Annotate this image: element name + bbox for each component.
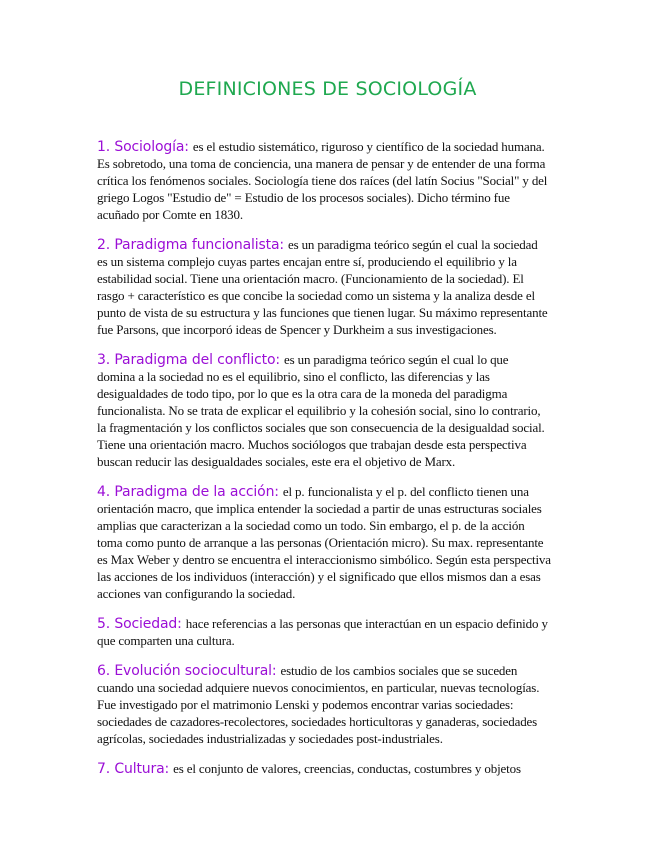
definition-text: la fragmentación y los conflictos sociales que son consecuencia de la desigualdad social. — [97, 420, 545, 435]
definition-line — [97, 351, 567, 368]
definition-line — [97, 730, 567, 747]
definition-heading: 5. Sociedad: — [97, 616, 182, 632]
definition-line — [97, 517, 567, 534]
definition-text: es el conjunto de valores, creencias, conductas, costumbres y objetos — [173, 761, 521, 776]
definition-item — [97, 236, 567, 338]
definition-heading: 1. Sociología: — [97, 139, 189, 155]
definition-line — [97, 236, 567, 253]
definition-line — [97, 534, 567, 551]
definition-text: amplias que caracterizan a la sociedad como un todo. Sin embargo, el p. de la acción — [97, 518, 525, 533]
definition-text: Tiene una orientación macro. Muchos sociólogos que trabajan desde esta perspectiva — [97, 437, 527, 452]
definition-line — [97, 632, 567, 649]
definition-line — [97, 679, 567, 696]
definition-line — [97, 453, 567, 470]
definition-line — [97, 568, 567, 585]
definition-line — [97, 483, 567, 500]
definition-text: acciones van configurando la sociedad. — [97, 586, 296, 601]
definition-text: cuando una sociedad adquiere nuevos conocimientos, en particular, nuevas tecnologías. — [97, 680, 540, 695]
definition-line — [97, 436, 567, 453]
definition-heading: 6. Evolución sociocultural: — [97, 663, 277, 679]
definition-line — [97, 402, 567, 419]
definition-text: estabilidad social. Tiene una orientación macro. (Funcionamiento de la sociedad). El — [97, 271, 524, 286]
definition-item — [97, 483, 567, 602]
definition-heading: 2. Paradigma funcionalista: — [97, 237, 284, 253]
definition-line — [97, 760, 567, 777]
definition-text: las acciones de los individuos (interacción) y el significado que ellos mismos dan a esas — [97, 569, 541, 584]
definition-text: Es sobretodo, una toma de conciencia, una manera de pensar y de entender de una forma — [97, 156, 546, 171]
definition-text: acuñado por Comte en 1830. — [97, 207, 243, 222]
definition-text: griego Logos "Estudio de" = Estudio de los procesos sociales). Dicho término fue — [97, 190, 510, 205]
definition-line — [97, 206, 567, 223]
definition-text: es un paradigma teórico según el cual lo que — [283, 352, 509, 367]
definition-line — [97, 500, 567, 517]
definition-text: es un sistema complejo cuyas partes encajan entre sí, produciendo el equilibrio y la — [97, 254, 517, 269]
definition-heading: 4. Paradigma de la acción: — [97, 484, 279, 500]
definition-line — [97, 419, 567, 436]
definition-line — [97, 253, 567, 270]
definition-line — [97, 662, 567, 679]
definition-item — [97, 760, 567, 777]
page-title: DEFINICIONES DE SOCIOLOGÍA — [178, 78, 477, 100]
definition-item — [97, 615, 567, 649]
definition-line — [97, 155, 567, 172]
definition-text: rasgo + característico es que concibe la sociedad como un sistema y la analiza desde el — [97, 288, 535, 303]
definition-line — [97, 551, 567, 568]
definition-text: es Max Weber y dentro se encuentra el interaccionismo simbólico. Según esta perspectiva — [97, 552, 551, 567]
definition-text: es un paradigma teórico según el cual la sociedad — [287, 237, 538, 252]
definition-line — [97, 368, 567, 385]
definition-text: hace referencias a las personas que interactúan en un espacio definido y — [185, 616, 548, 631]
definition-line — [97, 615, 567, 632]
definition-item — [97, 351, 567, 470]
definition-line — [97, 321, 567, 338]
definition-text: crítica los fenómenos sociales. Sociología tiene dos raíces (del latín Socius "Social" y del — [97, 173, 548, 188]
definition-text: es el estudio sistemático, riguroso y científico de la sociedad humana. — [192, 139, 545, 154]
definition-text: domina a la sociedad no es el equilibrio, sino el conflicto, las diferencias y las — [97, 369, 490, 384]
definition-line — [97, 713, 567, 730]
definition-line — [97, 189, 567, 206]
definition-text: orientación macro, que implica entender la sociedad a partir de unas estructuras sociales — [97, 501, 542, 516]
definition-text: Fue investigado por el matrimonio Lenski y podemos encontrar varias sociedades: — [97, 697, 514, 712]
definition-text: desigualdades de todo tipo, por lo que es la otra cara de la moneda del paradigma — [97, 386, 508, 401]
definitions-list — [97, 138, 567, 790]
definition-text: que comparten una cultura. — [97, 633, 235, 648]
definition-line — [97, 270, 567, 287]
definition-text: sociedades de cazadores-recolectores, sociedades horticultoras y ganaderas, sociedades — [97, 714, 538, 729]
definition-text: estudio de los cambios sociales que se suceden — [280, 663, 518, 678]
definition-line — [97, 172, 567, 189]
definition-text: buscan reducir las desigualdades sociales, este era el objetivo de Marx. — [97, 454, 456, 469]
definition-heading: 3. Paradigma del conflicto: — [97, 352, 280, 368]
definition-line — [97, 696, 567, 713]
definition-text: funcionalista. No se trata de explicar el equilibrio y la cohesión social, sino lo contrario, — [97, 403, 541, 418]
definition-text: punto de vista de su estructura y las funciones que tienen lugar. Su máximo representante — [97, 305, 548, 320]
definition-line — [97, 585, 567, 602]
definition-line — [97, 385, 567, 402]
definition-text: toma como punto de arranque a las personas (Orientación micro). Su max. representante — [97, 535, 544, 550]
definition-text: agrícolas, sociedades industrializadas y sociedades post-industriales. — [97, 731, 443, 746]
definition-heading: 7. Cultura: — [97, 761, 170, 777]
definition-text: el p. funcionalista y el p. del conflicto tienen una — [282, 484, 529, 499]
definition-line — [97, 304, 567, 321]
definition-item — [97, 662, 567, 747]
definition-line — [97, 287, 567, 304]
definition-line — [97, 138, 567, 155]
definition-item — [97, 138, 567, 223]
definition-text: fue Parsons, que incorporó ideas de Spencer y Durkheim a sus investigaciones. — [97, 322, 497, 337]
